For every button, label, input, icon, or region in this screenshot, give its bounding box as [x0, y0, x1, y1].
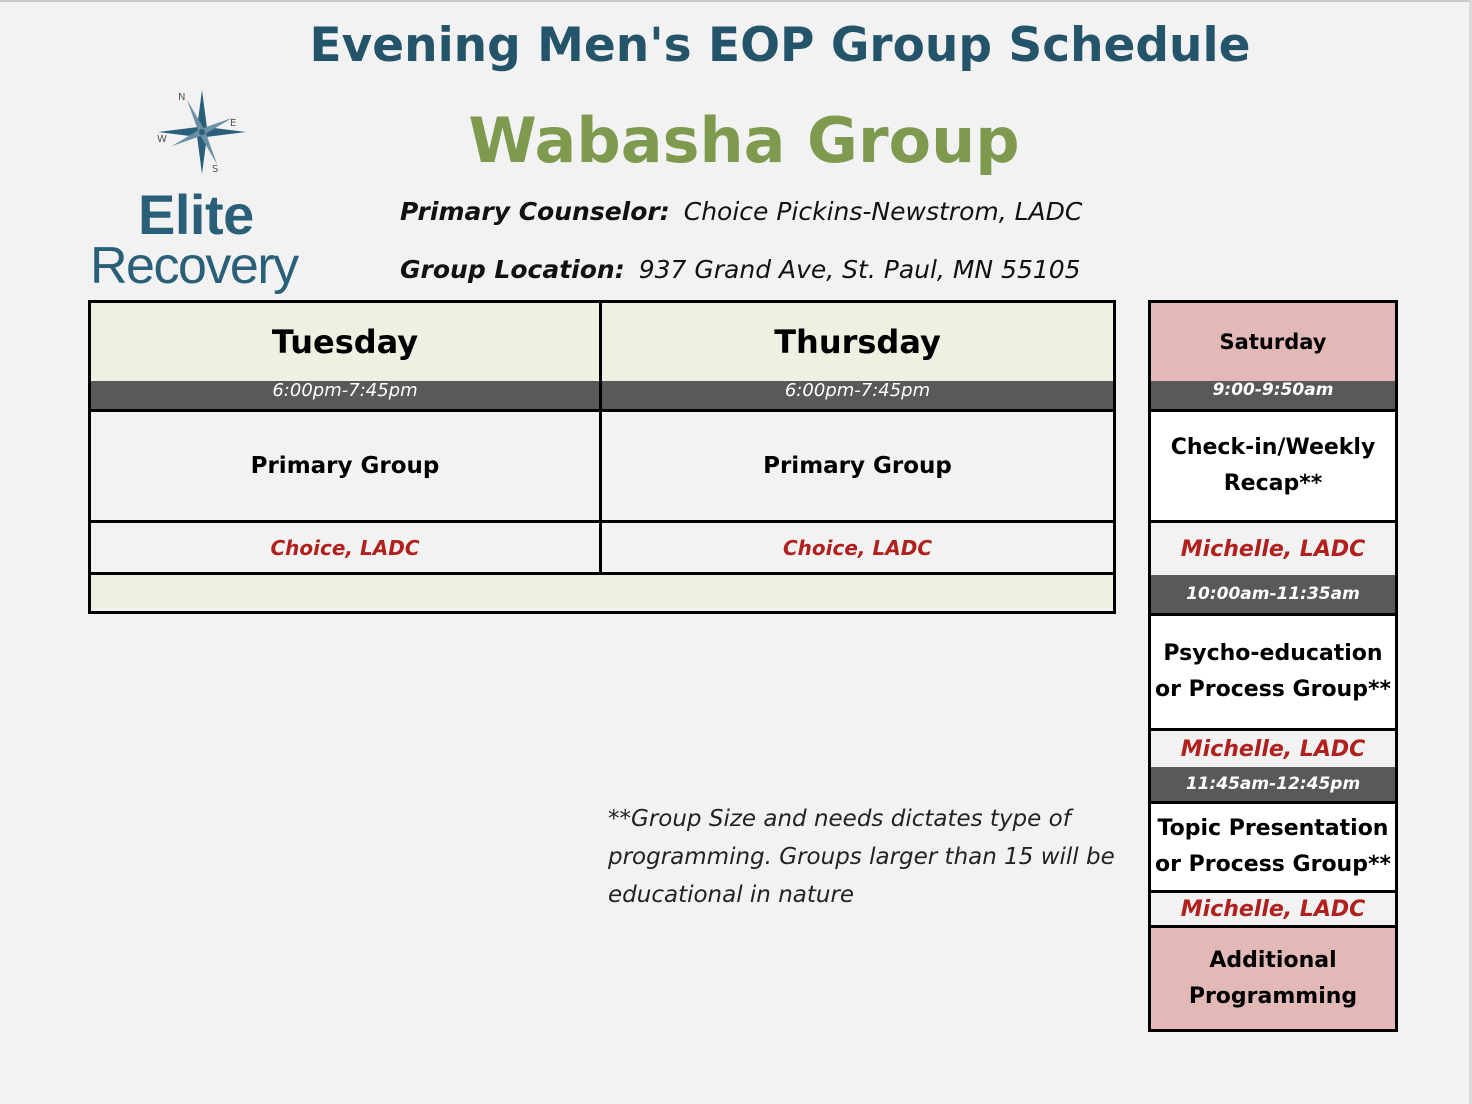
activity-line: or Process Group** — [1155, 677, 1391, 702]
logo-elite: Elite — [138, 183, 254, 246]
group-name: Wabasha Group — [468, 104, 1020, 177]
additional-programming — [1151, 925, 1395, 1029]
tuesday-counselor: Choice, LADC — [91, 523, 602, 575]
saturday-time-2: 10:00am-11:35am — [1151, 575, 1395, 613]
saturday-counselor-2: Michelle, LADC — [1151, 731, 1395, 767]
tuesday-header: Tuesday — [91, 303, 602, 381]
activity-line: Topic Presentation — [1157, 816, 1389, 841]
logo-recovery: Recovery — [90, 237, 298, 295]
footnote: **Group Size and needs dictates type of programming. Groups larger than 15 will be educational in nature — [608, 806, 1115, 908]
compass-e: E — [230, 118, 237, 129]
activity-line: Recap** — [1223, 471, 1323, 496]
thursday-time: 6:00pm-7:45pm — [602, 381, 1113, 409]
thursday-header: Thursday — [602, 303, 1113, 381]
activity-line: Check-in/Weekly — [1170, 435, 1376, 460]
tuesday-time: 6:00pm-7:45pm — [91, 381, 602, 409]
saturday-time-3: 11:45am-12:45pm — [1151, 767, 1395, 801]
tuesday-group: Primary Group — [91, 409, 602, 523]
compass-s: S — [212, 164, 219, 175]
saturday-header: Saturday — [1151, 303, 1395, 381]
saturday-schedule — [1148, 300, 1398, 1032]
saturday-activity-3 — [1151, 801, 1395, 893]
saturday-counselor-3: Michelle, LADC — [1151, 893, 1395, 925]
counselor-label: Primary Counselor: — [400, 197, 670, 226]
saturday-activity-1 — [1151, 409, 1395, 523]
weekday-schedule-table — [88, 300, 1116, 614]
counselor-info — [400, 197, 1082, 226]
top-border — [0, 0, 1472, 2]
compass-w: W — [157, 134, 167, 145]
page-title: Evening Men's EOP Group Schedule — [309, 18, 1251, 73]
compass-n: N — [178, 92, 186, 103]
thursday-counselor: Choice, LADC — [602, 523, 1113, 575]
activity-line: or Process Group** — [1155, 852, 1391, 877]
table-footer-row — [91, 575, 1113, 608]
additional-line: Programming — [1188, 983, 1358, 1009]
location-info — [400, 255, 1081, 284]
location-value: 937 Grand Ave, St. Paul, MN 55105 — [638, 255, 1081, 284]
saturday-counselor-1: Michelle, LADC — [1151, 523, 1395, 575]
thursday-group: Primary Group — [602, 409, 1113, 523]
saturday-time-1: 9:00-9:50am — [1151, 381, 1395, 409]
location-label: Group Location: — [400, 255, 625, 284]
saturday-activity-2 — [1151, 613, 1395, 731]
additional-line: Additional — [1209, 947, 1337, 973]
activity-line: Psycho-education — [1163, 641, 1383, 666]
counselor-value: Choice Pickins-Newstrom, LADC — [683, 197, 1083, 226]
